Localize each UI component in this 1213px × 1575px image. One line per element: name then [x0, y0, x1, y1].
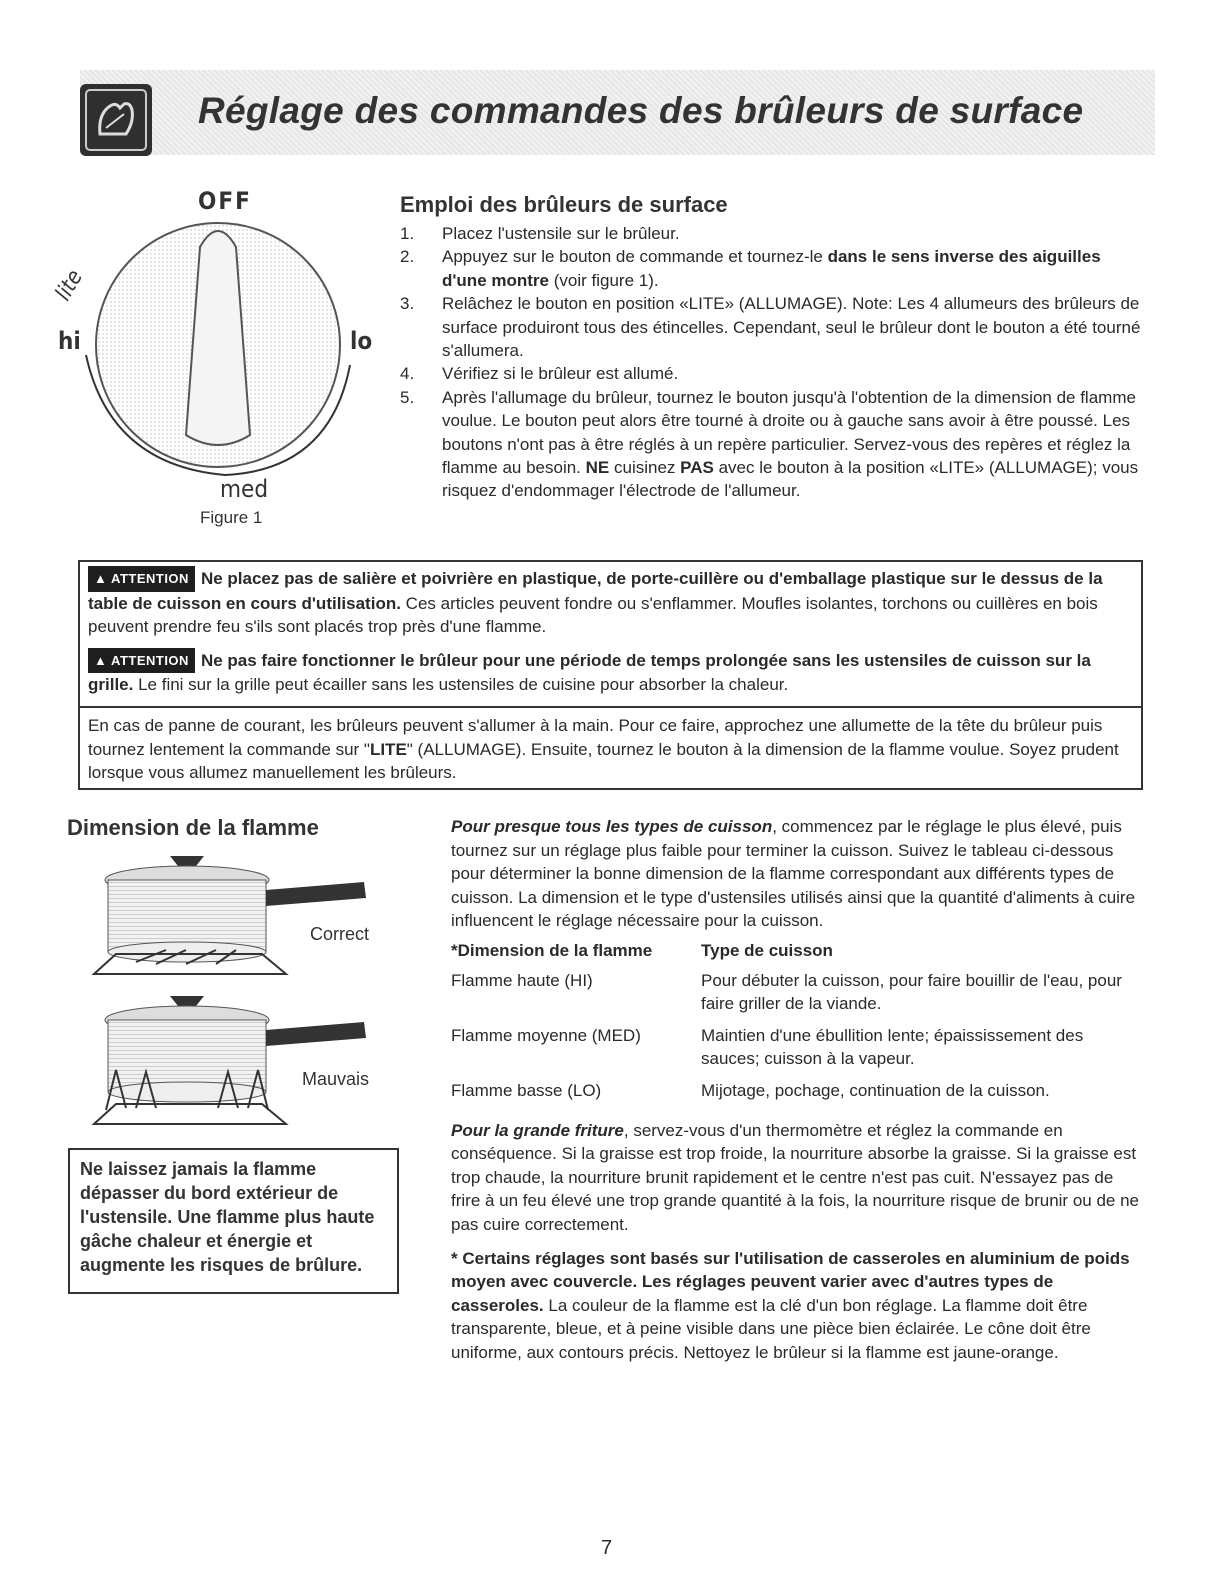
list-item: 2. Appuyez sur le bouton de commande et tournez-le dans le sens inverse des aiguilles d'une montre (voir figure 1). — [400, 247, 1101, 290]
page-header — [80, 70, 1155, 155]
knob-figure — [50, 185, 390, 535]
label-correct: Correct — [310, 924, 370, 944]
flame-size-title: Dimension de la flamme — [67, 815, 319, 840]
figure-caption: Figure 1 — [200, 508, 263, 527]
warning-empty-grate: ▲ ATTENTION Ne pas faire fonctionner le brûleur pour une période de temps prolongée sans les ustensiles de cuisson sur la grille. Le fini sur la grille peut écailler sans les ustensiles de cuisine pour absorber la chaleur. — [88, 648, 1133, 697]
knob-label-med: med — [220, 475, 269, 503]
page-number: 7 — [600, 1537, 613, 1559]
warning-plastic: ▲ ATTENTION Ne placez pas de salière et poivrière en plastique, de porte-cuillère ou d'emballage plastique sur le dessus de la table de cuisson en cours d'utilisation. Ces articles peuvent fondre ou s'enflammer. Moufles isolantes, torchons ou cuillères en bois peuvent prendre feu s'ils sont placés trop près d'une flamme. — [88, 566, 1133, 639]
warning-triangle-icon: ▲ — [94, 571, 108, 586]
flame-table — [451, 939, 1146, 1109]
label-mauvais: Mauvais — [302, 1069, 370, 1089]
list-item: 1. Placez l'ustensile sur le brûleur. — [400, 224, 680, 243]
section-surface-burner-use — [400, 192, 1150, 503]
pan-wrong-illustration — [86, 990, 376, 1130]
table-row: Flamme basse (LO) Mijotage, pochage, continuation de la cuisson. — [451, 1080, 1050, 1100]
attention-badge: ▲ ATTENTION — [88, 648, 195, 674]
flame-size-content — [451, 815, 1146, 1364]
pan-correct-illustration — [86, 850, 376, 980]
table-header: *Dimension de la flamme — [451, 940, 653, 960]
knob-label-lite: lite — [50, 265, 89, 306]
section-title: Emploi des brûleurs de surface — [400, 192, 728, 217]
steps-list — [400, 222, 1150, 503]
burner-hand-icon — [80, 84, 152, 156]
knob-label-lo: lo — [350, 327, 373, 355]
paragraph-settings-note: * Certains réglages sont basés sur l'utilisation de casseroles en aluminium de poids moyen avec couvercle. Les réglages peuvent varier avec d'autres types de casseroles. La couleur de la flamme est la clé d'un bon réglage. La flamme doit être transparente, bleue, et à peine visible dans une pièce bien éclairée. Le cône doit être uniforme, aux contours précis. Nettoyez le brûleur si la flamme est jaune-orange. — [451, 1248, 1130, 1362]
paragraph-deep-frying: Pour la grande friture, servez-vous d'un thermomètre et réglez la commande en conséquence. Si la graisse est trop froide, la nourriture absorbe la graisse. Si la graisse est trop chaude, la nourriture brunit rapidement et le centre n'est pas cuit. N'essayez pas de frire à un feu élevé une trop grande quantité à la fois, la nourriture risque de brunir ou de ne pas cuire correctement. — [451, 1120, 1139, 1234]
list-item: 3. Relâchez le bouton en position «LITE» (ALLUMAGE). Note: Les 4 allumeurs des brûleurs de surface produiront tous des étincelles. Cependant, seul le brûleur dont le bouton a été tourné s'allumera. — [400, 294, 1141, 361]
list-item: 5. Après l'allumage du brûleur, tournez le bouton jusqu'à l'obtention de la dimension de flamme voulue. Le bouton peut alors être tourné à droite ou à gauche sans avoir à être poussé. Les boutons n'ont pas à être réglés à un repère particulier. Servez-vous des repères et réglez la flamme au besoin. NE cuisinez PAS avec le bouton à la position «LITE» (ALLUMAGE); vous risquez d'endommager l'électrode de l'allumeur. — [400, 387, 1139, 501]
knob-label-hi: hi — [58, 327, 81, 355]
warning-triangle-icon: ▲ — [94, 652, 108, 668]
knob-label-off: OFF — [198, 187, 252, 215]
warning-box — [78, 560, 1143, 706]
control-knob-illustration — [50, 185, 390, 515]
power-outage-info: En cas de panne de courant, les brûleurs peuvent s'allumer à la main. Pour ce faire, approchez une allumette de la tête du brûleur puis tournez lentement la commande sur "LITE" (ALLUMAGE). Ensuite, tournez le bouton à la dimension de la flamme voulue. Soyez prudent lorsque vous allumez manuellement les brûleurs. — [78, 706, 1143, 790]
table-row: Flamme moyenne (MED) Maintien d'une ébullition lente; épaississement des sauces; cuisson à la vapeur. — [451, 1025, 1084, 1069]
flame-warning-note: Ne laissez jamais la flamme dépasser du bord extérieur de l'ustensile. Une flamme plus haute gâche chaleur et énergie et augmente les risques de brûlure. — [68, 1148, 399, 1294]
table-row: Flamme haute (HI) Pour débuter la cuisson, pour faire bouillir de l'eau, pour faire griller de la viande. — [451, 970, 1122, 1014]
paragraph-intro: Pour presque tous les types de cuisson, commencez par le réglage le plus élevé, puis tournez sur un réglage plus faible pour terminer la cuisson. Suivez le tableau ci-dessous pour déterminer la bonne dimension de la flamme correspondant aux différents types de cuisson. La dimension et le type d'ustensiles utilisés ainsi que la quantité d'aliments à cuire influencent le réglage nécessaire pour la cuisson. — [451, 817, 1136, 931]
attention-badge: ▲ ATTENTION — [88, 566, 195, 592]
table-header: Type de cuisson — [701, 940, 833, 960]
list-item: 4. Vérifiez si le brûleur est allumé. — [400, 364, 679, 384]
page-title: Réglage des commandes des brûleurs de surface — [198, 90, 1084, 131]
